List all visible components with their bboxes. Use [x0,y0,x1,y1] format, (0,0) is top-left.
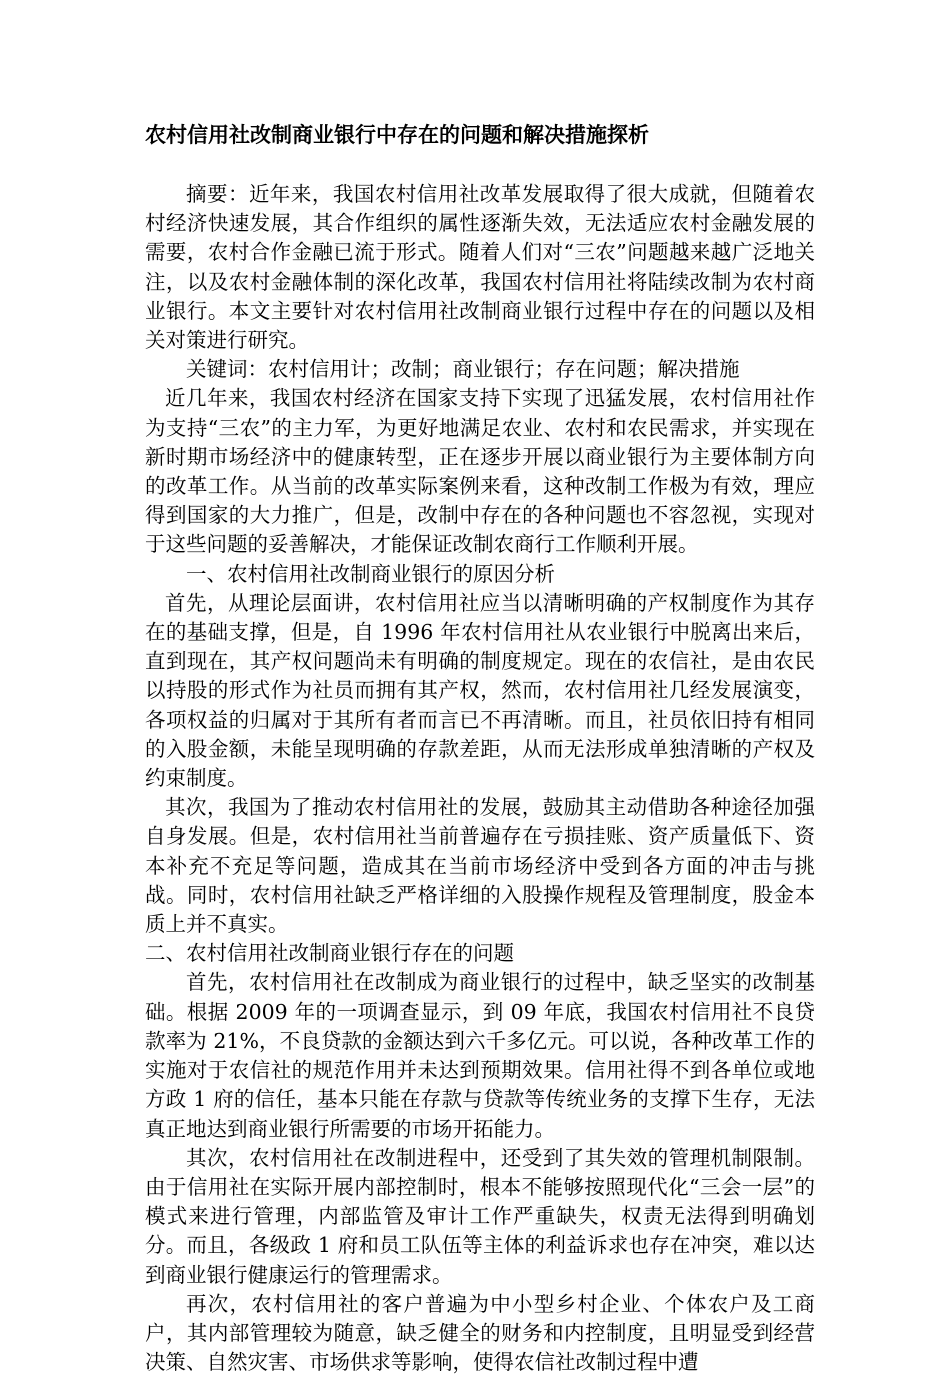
section-2-paragraph-1: 首先，农村信用社在改制成为商业银行的过程中，缺乏坚实的改制基础。根据 2009 年的一项调查显示，到 09 年底，我国农村信用社不良贷款率为 21%，不良贷款的金额达到六千多亿元。可以说，各种改革工作的实施对于农信社的规范作用并未达到预期效果。信用社得不到各单位或地方政 1 府的信任，基本只能在存款与贷款等传统业务的支撑下生存，无法真正地达到商业银行所需要的市场开拓能力。 [145,970,815,1141]
section-1-paragraph-2: 其次，我国为了推动农村信用社的发展，鼓励其主动借助各种途径加强自身发展。但是，农村信用社当前普遍存在亏损挂账、资产质量低下、资本补充不充足等问题，造成其在当前市场经济中受到各方面的冲击与挑战。同时，农村信用社缺乏严格详细的入股操作规程及管理制度，股金本质上并不真实。 [145,795,815,937]
keywords-paragraph: 关键词：农村信用计；改制；商业银行；存在问题；解决措施 [186,357,740,382]
section-2-paragraph-3: 再次，农村信用社的客户普遍为中小型乡村企业、个体农户及工商户，其内部管理较为随意，缺乏健全的财务和内控制度，且明显受到经营决策、自然灾害、市场供求等影响，使得农信社改制过程中遭 [145,1291,815,1375]
section-2-paragraph-2: 其次，农村信用社在改制进程中，还受到了其失效的管理机制限制。由于信用社在实际开展内部控制时，根本不能够按照现代化“三会一层”的模式来进行管理，内部监管及审计工作严重缺失，权责无法得到明确划分。而且，各级政 1 府和员工队伍等主体的利益诉求也存在冲突，难以达到商业银行健康运行的管理需求。 [145,1145,815,1287]
intro-paragraph: 近几年来，我国农村经济在国家支持下实现了迅猛发展，农村信用社作为支持“三农”的主力军，为更好地满足农业、农村和农民需求，并实现在新时期市场经济中的健康转型，正在逐步开展以商业银行为主要体制方向的改革工作。从当前的改革实际案例来看，这种改制工作极为有效，理应得到国家的大力推广，但是，改制中存在的各种问题也不容忽视，实现对于这些问题的妥善解决，才能保证改制农商行工作顺利开展。 [145,386,815,557]
abstract-paragraph: 摘要：近年来，我国农村信用社改革发展取得了很大成就，但随着农村经济快速发展，其合作组织的属性逐渐失效，无法适应农村金融发展的需要，农村合作金融已流于形式。随着人们对“三农”问题越来越广泛地关注，以及农村金融体制的深化改革，我国农村信用社将陆续改制为农村商业银行。本文主要针对农村信用社改制商业银行过程中存在的问题以及相关对策进行研究。 [145,182,815,353]
section-1-heading: 一、农村信用社改制商业银行的原因分析 [186,561,555,586]
document-page [145,120,815,1377]
document-title: 农村信用社改制商业银行中存在的问题和解决措施探析 [145,123,649,147]
section-2-heading: 二、农村信用社改制商业银行存在的问题 [145,941,514,966]
section-1-paragraph-1: 首先，从理论层面讲，农村信用社应当以清晰明确的产权制度作为其存在的基础支撑，但是，自 1996 年农村信用社从农业银行中脱离出来后，直到现在，其产权问题尚未有明确的制度规定。现在的农信社，是由农民以持股的形式作为社员而拥有其产权，然而，农村信用社几经发展演变，各项权益的归属对于其所有者而言已不再清晰。而且，社员依旧持有相同的入股金额，未能呈现明确的存款差距，从而无法形成单独清晰的产权及约束制度。 [145,590,815,791]
